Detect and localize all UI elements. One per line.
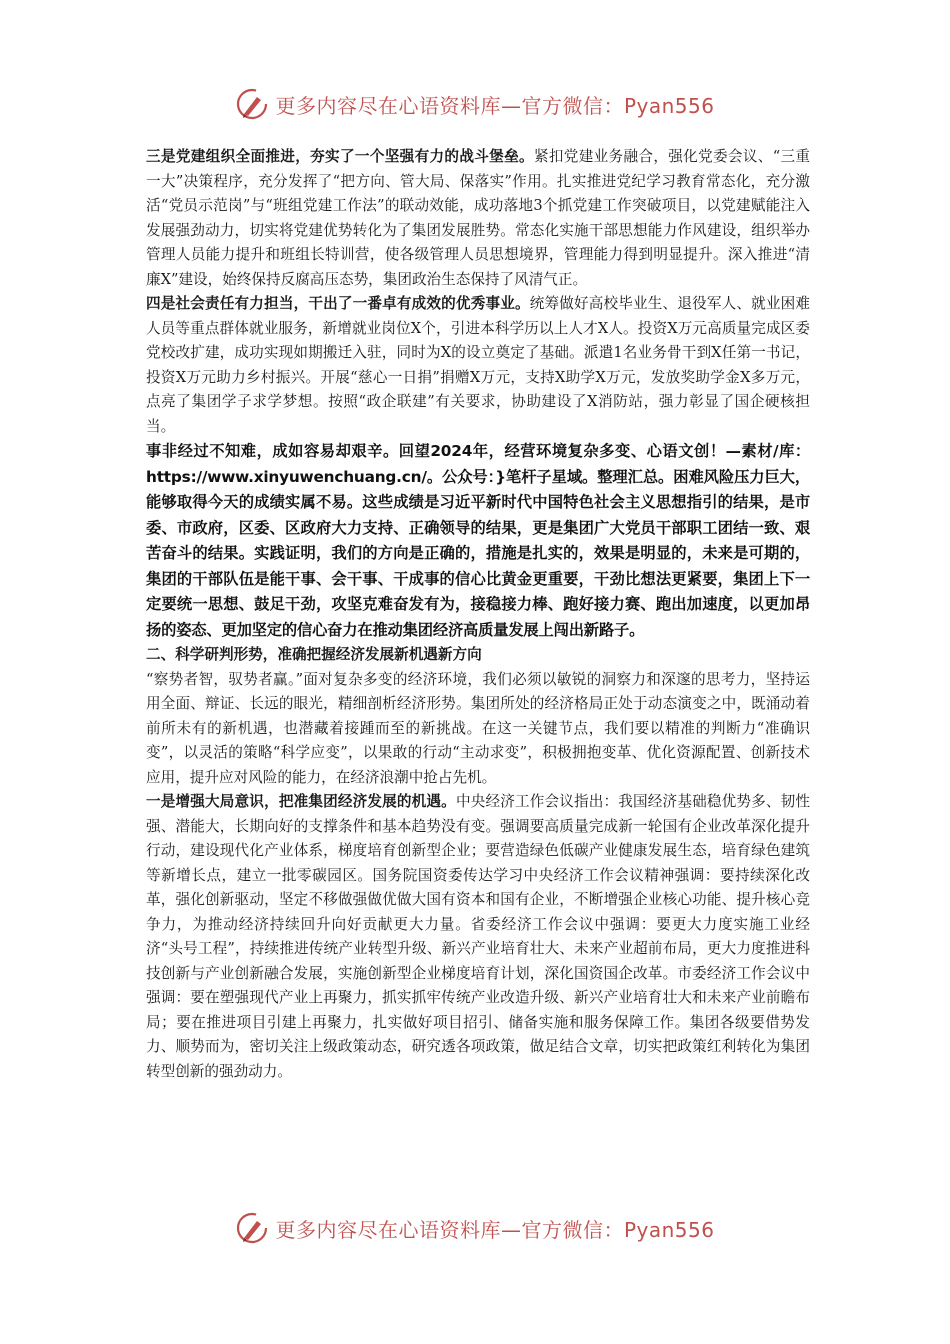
document-body bbox=[146, 145, 810, 1084]
paragraph-lead: 四是社会责任有力担当，干出了一番卓有成效的优秀事业。 bbox=[146, 295, 530, 312]
paragraph-lead: 三是党建组织全面推进，夯实了一个坚强有力的战斗堡垒。 bbox=[146, 148, 534, 165]
paragraph-opportunity bbox=[146, 790, 810, 1084]
banner-text: 更多内容尽在心语资料库—官方微信：Pyan556 bbox=[275, 93, 715, 118]
paragraph-review-2024: 事非经过不知难，成如容易却艰辛。回望2024年，经营环境复杂多变、心语文创！—素材/库：https://www.xinyuwenchuang.cn/。公众号：}笔杆子星域。整理汇总。困难风险压力巨大，能够取得今天的成绩实属不易。这些成绩是习近平新时代中国特色社会主义思想指引的结果，是市委、市政府，区委、区政府大力支持、正确领导的结果，更是集团广大党员干部职工团结一致、艰苦奋斗的结果。实践证明，我们的方向是正确的，措施是扎实的，效果是明显的，未来是可期的，集团的干部队伍是能干事、会干事、干成事的信心比黄金更重要，干劲比想法更紧要，集团上下一定要统一思想、鼓足干劲，攻坚克难奋发有为，接稳接力棒、跑好接力赛、跑出加速度，以更加昂扬的姿态、更加坚定的信心奋力在推动集团经济高质量发展上闯出新路子。 bbox=[146, 442, 810, 639]
paragraph-social-responsibility bbox=[146, 292, 810, 439]
paragraph-text: 中央经济工作会议指出：我国经济基础稳优势多、韧性强、潜能大，长期向好的支撑条件和基本趋势没有变。强调要高质量完成新一轮国有企业改革深化提升行动，建设现代化产业体系，梯度培育创新型企业；要营造绿色低碳产业健康发展生态，培育绿色建筑等新增长点，建立一批零碳园区。国务院国资委传达学习中央经济工作会议精神强调：要持续深化改革，强化创新驱动，坚定不移做强做优做大国有资本和国有企业，不断增强企业核心功能、提升核心竞争力，为推动经济持续回升向好贡献更大力量。省委经济工作会议中强调：要更大力度实施工业经济“头号工程”，持续推进传统产业转型升级、新兴产业培育壮大、未来产业超前布局，更大力度推进科技创新与产业创新融合发展，实施创新型企业梯度培育计划，深化国资国企改革。市委经济工作会议中强调：要在塑强现代产业上再聚力，抓实抓牢传统产业改造升级、新兴产业培育壮大和未来产业前瞻布局；要在推进项目引建上再聚力，扎实做好项目招引、储备实施和服务保障工作。集团各级要借势发力、顺势而为，密切关注上级政策动态，研究透各项政策，做足结合文章，切实把政策红利转化为集团转型创新的强劲动力。 bbox=[146, 793, 810, 1080]
paragraph-text: 紧扣党建业务融合，强化党委会议、“三重一大”决策程序，充分发挥了“把方向、管大局、保落实”作用。扎实推进党纪学习教育常态化，充分激活“党员示范岗”与“班组党建工作法”的联动效能，成功落地3个抓党建工作突破项目，以党建赋能注入发展强劲动力，切实将党建优势转化为了集团发展胜势。常态化实施干部思想能力作风建设，组织举办管理人员能力提升和班组长特训营，使各级管理人员思想境界，管理能力得到明显提升。深入推进“清廉X”建设，始终保持反腐高压态势，集团政治生态保持了风清气正。 bbox=[146, 148, 810, 288]
header-banner bbox=[0, 84, 950, 124]
pen-logo-icon bbox=[235, 1211, 269, 1245]
pen-logo-icon bbox=[235, 87, 269, 121]
paragraph-situation: “察势者智，驭势者赢。”面对复杂多变的经济环境，我们必须以敏锐的洞察力和深邃的思考力，坚持运用全面、辩证、长远的眼光，精细剖析经济形势。集团所处的经济格局正处于动态演变之中，既涌动着前所未有的新机遇，也潜藏着接踵而至的新挑战。在这一关键节点，我们要以精准的判断力“准确识变”，以灵活的策略“科学应变”，以果敢的行动“主动求变”，积极拥抱变革、优化资源配置、创新技术应用，提升应对风险的能力，在经济浪潮中抢占先机。 bbox=[146, 670, 810, 786]
paragraph-party-building bbox=[146, 145, 810, 292]
banner-text: 更多内容尽在心语资料库—官方微信：Pyan556 bbox=[275, 1217, 715, 1242]
section-heading: 二、科学研判形势，准确把握经济发展新机遇新方向 bbox=[146, 646, 482, 663]
footer-banner bbox=[0, 1208, 950, 1248]
paragraph-text: 统筹做好高校毕业生、退役军人、就业困难人员等重点群体就业服务，新增就业岗位X个，引进本科学历以上人才X人。投资X万元高质量完成区委党校改扩建，成功实现如期搬迁入驻，同时为X的设立奠定了基础。派遣1名业务骨干到X任第一书记，投资X万元助力乡村振兴。开展“慈心一日捐”捐赠X万元，支持X助学X万元，发放奖助学金X多万元，点亮了集团学子求学梦想。按照“政企联建”有关要求，协助建设了X消防站，强力彰显了国企硬核担当。 bbox=[146, 295, 810, 435]
paragraph-lead: 一是增强大局意识，把准集团经济发展的机遇。 bbox=[146, 793, 456, 810]
